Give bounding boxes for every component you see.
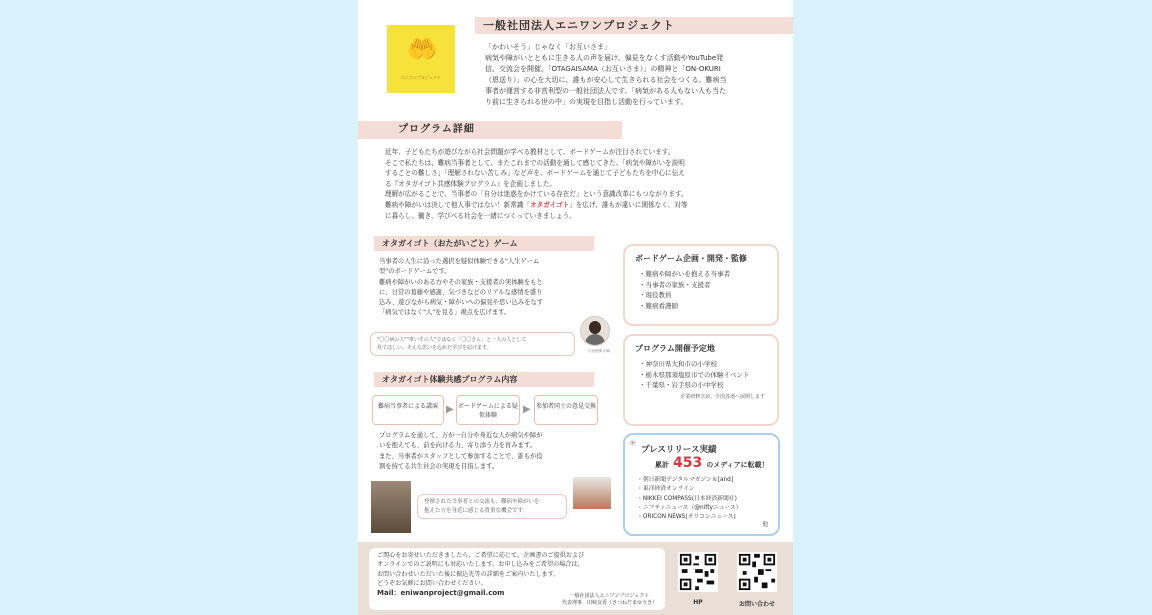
intro-line: 信、交流会を開催。「OTAGAISAMA（お互いさま）」の精神と「ON-OKURI — [485, 65, 721, 73]
experience-line: また、当事者がスタッフとして参加することで、誰もが役 — [379, 452, 543, 460]
program-line: 理解が広がることで、当事者の「自分は迷惑をかけている存在だ」という意識改革にもつながります。 — [385, 190, 688, 199]
intro-line: 「かわいそう」じゃなく「お互いさま」 — [485, 43, 611, 51]
game-body — [379, 257, 609, 319]
flyer-page — [358, 0, 793, 615]
step-discussion: 参加者同士の意見交換 — [534, 395, 598, 425]
program-line: に暮らし、働き、学びべる社会を一緒につくっていきましょう。 — [385, 211, 576, 220]
contact-line: オンラインでのご説明にも対応いたします。お申し込みをご希望の場合は、 — [377, 561, 584, 569]
boardgame-card — [623, 244, 779, 326]
game-line: 込み、遊びながら病気・障がいへの偏見や思い込みをなす — [379, 299, 544, 307]
sign-rep: 代表理事 田﨑友香（さつねだまゆうき） — [561, 600, 657, 606]
game-line: に、日常の葛藤や感謝、気づきなどのリアルな感情を盛り — [379, 288, 543, 296]
photo-caption — [417, 494, 567, 519]
event-photo-right — [573, 477, 611, 509]
intro-line: り前に生きられる世の中」の実現を目指し活動を行っています。 — [485, 98, 688, 106]
quote-line: "〇〇病の人""車いすの人"ではなく「〇〇さん」と一人の人として — [377, 337, 527, 343]
qr-label-contact: お問い合わせ — [738, 601, 775, 608]
experience-heading: オタガイゴト体験共感プログラム内容 — [374, 372, 594, 387]
otagaigoto-highlight: オタガイゴト — [530, 200, 570, 209]
contact-mail[interactable]: Mail：eniwanproject@gmail.com — [377, 589, 505, 598]
experience-line: いを抱えても、前を向ける力、寄り添う力を育みます。 — [379, 442, 536, 450]
contact-line: ご関心をお寄せいただきましたら、ご希望に応じて、企画書のご提供および — [377, 552, 585, 559]
intro-line: 病気や障がいとともに生きる人の声を届け、偏見をなくす活動やYouTube発 — [485, 54, 724, 62]
intro-line: （恩送り）」の心を大切に、誰もが安心して生きられる社会をつくる。難病当 — [485, 76, 727, 84]
footer — [358, 542, 793, 615]
heart-hands-icon: 🤲 — [407, 35, 437, 63]
venue-card — [623, 334, 779, 426]
avatar-caption: 代表理事 田﨑 — [588, 349, 611, 353]
press-list — [637, 476, 742, 522]
step-game: ボードゲームによる疑似体験 — [456, 395, 520, 425]
experience-body — [379, 431, 609, 472]
list-item: ・ 当事者の家族・支援者 — [647, 280, 777, 291]
logo-text: エニワンプロジェクト — [401, 75, 441, 80]
list-item: ・ 千葉県・岩手県の小中学校 — [647, 380, 777, 391]
caption-line: 抱えた方を身近に感じる貴重な機会です。 — [424, 507, 529, 514]
list-item: ・ ニフティニュース（@niftyニュース） — [637, 504, 742, 513]
quote-line: 見てほしい。そんな思いを込めた学びを届けます。 — [377, 345, 492, 351]
org-intro — [485, 42, 770, 108]
boardgame-card-title: ボードゲーム企画・開発・監修 — [635, 254, 747, 263]
venue-note: 企業研修含め、全国各地へ展開します — [680, 393, 765, 400]
program-line — [385, 200, 763, 211]
boardgame-card-list — [625, 269, 777, 311]
list-item: ・ 神奈川県大和市の小学校 — [647, 359, 777, 370]
press-count-post: のメディアに転載！ — [706, 461, 769, 469]
list-item: ・ 栃木県那須塩原市での体験イベント — [647, 370, 777, 381]
venue-card-list — [625, 359, 777, 391]
game-heading: オタガイゴト（おたがいごと）ゲーム — [374, 236, 594, 251]
list-item: ・ ORICON NEWS(オリコンニュース) — [637, 513, 742, 522]
game-line: 当事者の人生に沿った選択を疑似体験できる"人生ゲーム — [379, 258, 540, 265]
press-count-pre: 累計 — [655, 461, 669, 469]
list-item: ・ 難病や障がいを抱える当事者 — [647, 269, 777, 280]
game-line: 難病や障がいのある方やその家族・支援者の実体験をもと — [379, 278, 543, 286]
qr-code-contact[interactable] — [737, 552, 777, 592]
contact-line: お問い合わせいただいた後に振込先等の詳細をご案内いたします。 — [377, 570, 560, 578]
experience-line: 割を持てる共生社会の実現を目指します。 — [379, 462, 499, 470]
list-item: ・ 東洋経済オンライン — [637, 485, 742, 494]
press-title: プレスリリース実績 — [641, 445, 717, 455]
list-item: ・ 現役教員 — [647, 290, 777, 301]
event-photo-left — [371, 481, 411, 533]
press-card — [623, 433, 780, 536]
step-lecture: 難病当事者による講演 — [372, 395, 444, 425]
program-line: 近年、子どもたちが遊びながら社会問題が学べる教材として、ボードゲームが注目されています。 — [385, 148, 675, 156]
org-title: 一般社団法人エニワンプロジェクト — [475, 17, 793, 34]
program-line: することの難しさ」「理解されない苦しみ」など声を、ボードゲームを通じて子どもたちを中心に伝え — [385, 169, 685, 178]
list-item: ・ 難病看護師 — [647, 301, 777, 312]
list-item: ・ NIKKEI COMPASS(日本経済新聞社) — [637, 495, 742, 504]
intro-line: 事者が運営する非営利型の一般社団法人です。「病気がある人もない人も当た — [485, 87, 726, 95]
list-item: ・ 朝日新聞デジタルマガジン＆[and] — [637, 476, 742, 485]
game-line: 型"のボードゲームです。 — [379, 268, 451, 276]
sparkle-icon: ✳ — [629, 439, 637, 449]
experience-line: プログラムを通して、万が一自分や身近な人が病気や障が — [379, 432, 543, 439]
org-logo — [387, 25, 455, 93]
program-line: そこで私たちは、難病当事者として、またこれまでの活動を通して感じてきた、「病気や障がいを説明 — [385, 158, 685, 167]
program-line-text: 」を広げ、誰もが違いに関係なく、対等 — [569, 200, 688, 209]
quote-box — [370, 332, 575, 356]
contact-box — [369, 548, 665, 610]
program-line: る『オタガイゴト共感体験プログラム』を企画しました。 — [385, 179, 556, 188]
sign-org: 一般社団法人エニワンプロジェクト — [569, 593, 650, 599]
game-line: 「病気ではなく"人"を見る」視点を広げます。 — [379, 309, 511, 317]
arrow-right-icon: ▶ — [523, 404, 531, 415]
qr-label-hp: HP — [693, 599, 703, 606]
program-heading: プログラム詳細 — [358, 121, 622, 139]
press-count — [655, 455, 769, 471]
program-body — [385, 147, 763, 221]
program-line-text: 難病や障がいは決して他人事ではない！新常識「 — [385, 200, 531, 209]
qr-code-hp[interactable] — [678, 552, 718, 592]
press-etc: 他 — [762, 522, 768, 528]
venue-card-title: プログラム開催予定地 — [635, 344, 715, 353]
representative-avatar — [580, 316, 610, 346]
press-count-number: 453 — [673, 455, 703, 471]
arrow-right-icon: ▶ — [446, 404, 454, 415]
contact-line: どうぞお気軽にお問い合わせください。 — [377, 579, 487, 587]
signature — [562, 593, 657, 607]
caption-line: 登壇された当事者との交流も、難病や障がいを — [424, 499, 540, 505]
